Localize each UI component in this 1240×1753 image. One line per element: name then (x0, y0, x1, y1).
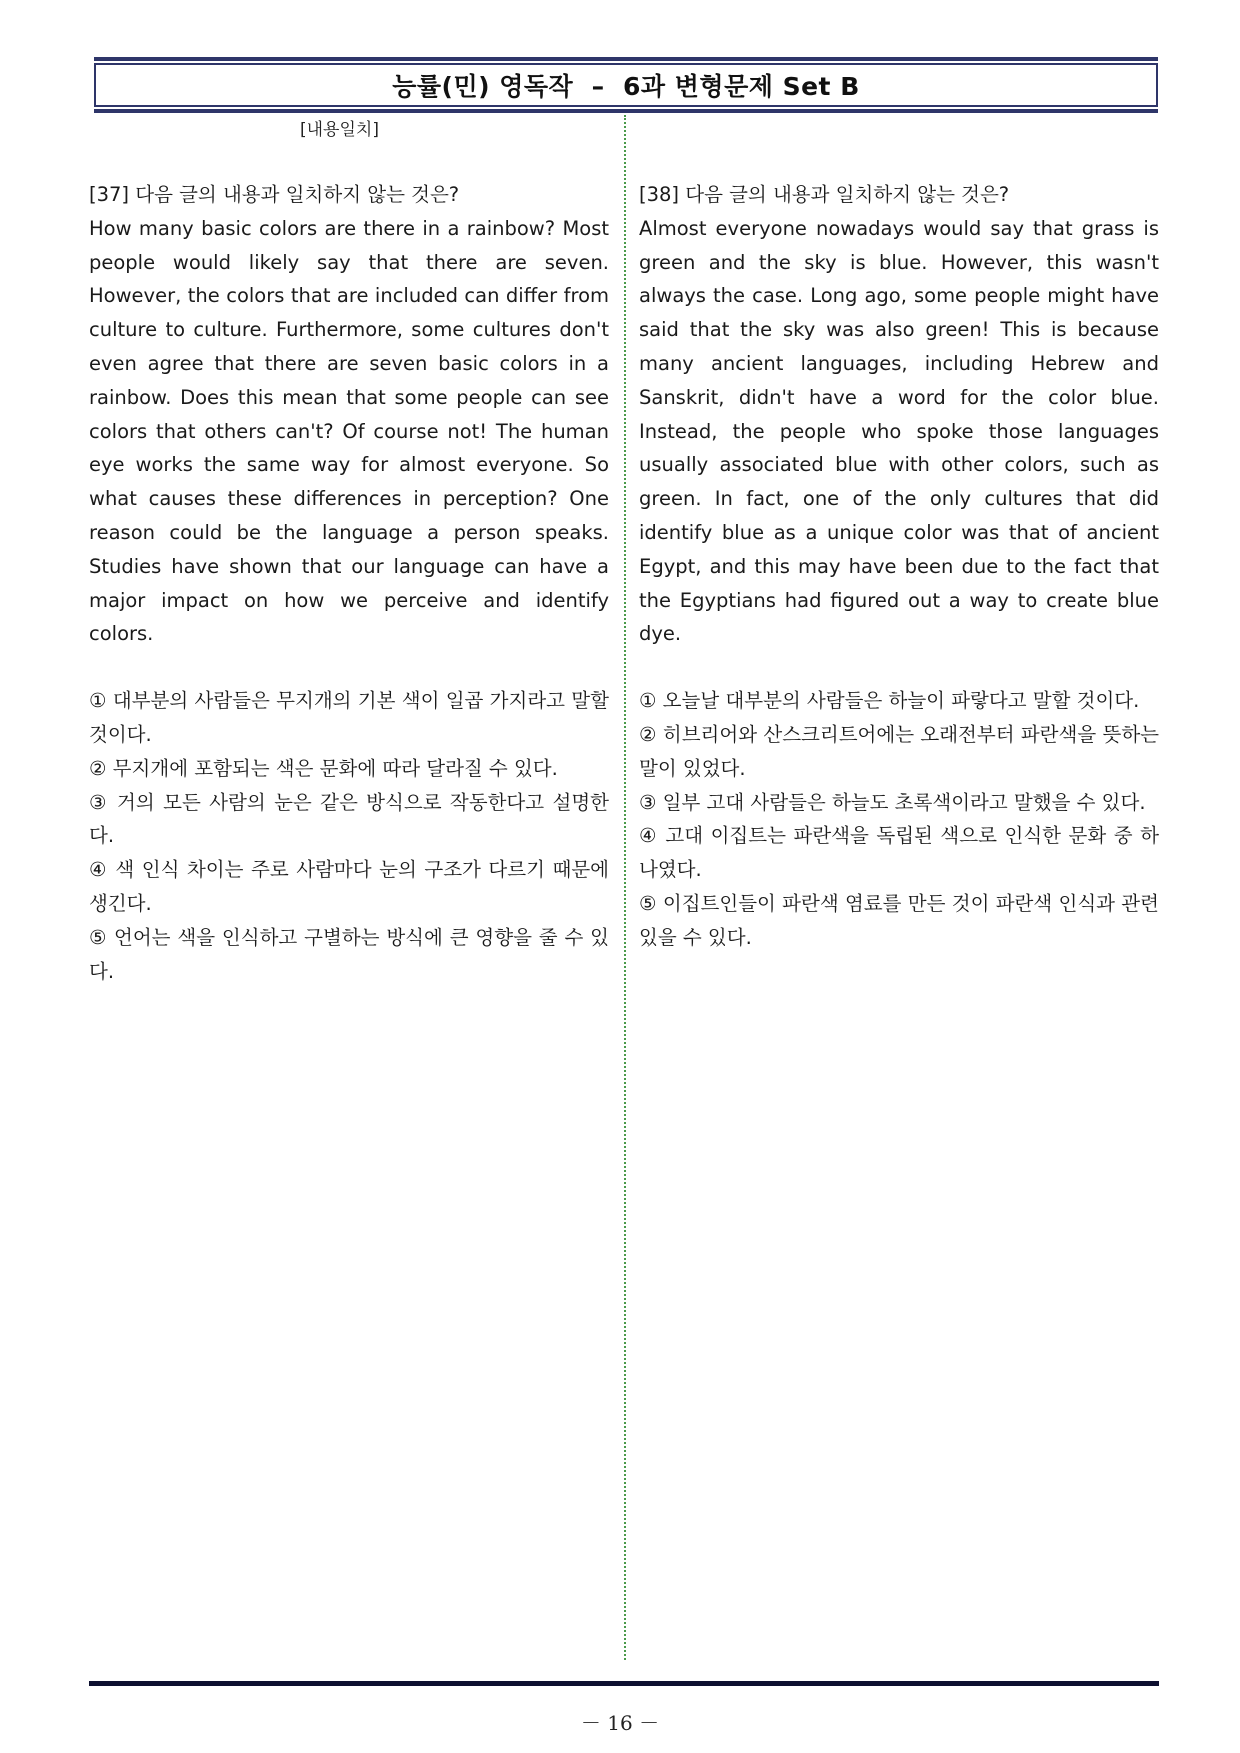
document-header (94, 57, 1158, 113)
question-37 (89, 178, 609, 988)
question-passage: Almost everyone nowadays would say that grass is green and the sky is blue. However, this wasn't always the case. Long ago, some people might have said that the sky was also green! This is because many ancient languages, including Hebrew and Sanskrit, didn't have a word for the color blue. Instead, the people who spoke those languages usually associated blue with other colors, such as green. In fact, one of the only cultures that did identify blue as a unique color was that of ancient Egypt, and this may have been due to the fact that the Egyptians had figured out a way to create blue dye. (639, 216, 1159, 646)
page-number: － 16 － (580, 1711, 660, 1735)
answer-option-3[interactable]: ③ 거의 모든 사람의 눈은 같은 방식으로 작동한다고 설명한다. (89, 790, 609, 848)
question-passage: How many basic colors are there in a rainbow? Most people would likely say that there are seven. However, the colors that are included can differ from culture to culture. Furthermore, some cultures don't even agree that there are seven basic colors in a rainbow. Does this mean that some people can see colors that others can't? Of course not! The human eye works the same way for almost everyone. So what causes these differences in perception? One reason could be the language a person speaks. Studies have shown that our language can have a major impact on how we perceive and identify colors. (89, 216, 609, 646)
answer-option-2[interactable]: ② 히브리어와 산스크리트어에는 오래전부터 파란색을 뜻하는 말이 있었다. (639, 722, 1159, 780)
answer-option-1[interactable]: ① 대부분의 사람들은 무지개의 기본 색이 일곱 가지라고 말할 것이다. (89, 689, 609, 746)
question-title: [37] 다음 글의 내용과 일치하지 않는 것은? (89, 183, 460, 206)
answer-option-2[interactable]: ② 무지개에 포함되는 색은 문화에 따라 달라질 수 있다. (89, 756, 558, 780)
document-title: 능률(민) 영독작 – 6과 변형문제 Set B (392, 72, 860, 101)
answer-option-4[interactable]: ④ 색 인식 차이는 주로 사람마다 눈의 구조가 다르기 때문에 생긴다. (89, 858, 609, 915)
header-box (94, 63, 1158, 107)
answer-option-5[interactable]: ⑤ 이집트인들이 파란색 염료를 만든 것이 파란색 인식과 관련 있을 수 있다. (639, 891, 1159, 949)
answer-option-1[interactable]: ① 오늘날 대부분의 사람들은 하늘이 파랗다고 말할 것이다. (639, 689, 1140, 713)
column-divider (624, 115, 626, 1660)
section-label: [내용일치] (300, 120, 379, 140)
answer-option-4[interactable]: ④ 고대 이집트는 파란색을 독립된 색으로 인식한 문화 중 하나였다. (639, 824, 1159, 882)
question-title: [38] 다음 글의 내용과 일치하지 않는 것은? (639, 183, 1010, 206)
answer-option-3[interactable]: ③ 일부 고대 사람들은 하늘도 초록색이라고 말했을 수 있다. (639, 790, 1146, 814)
footer-rule (89, 1681, 1159, 1686)
answer-options (89, 684, 609, 988)
question-38 (639, 178, 1159, 955)
answer-option-5[interactable]: ⑤ 언어는 색을 인식하고 구별하는 방식에 큰 영향을 줄 수 있다. (89, 925, 609, 983)
answer-options (639, 684, 1159, 954)
